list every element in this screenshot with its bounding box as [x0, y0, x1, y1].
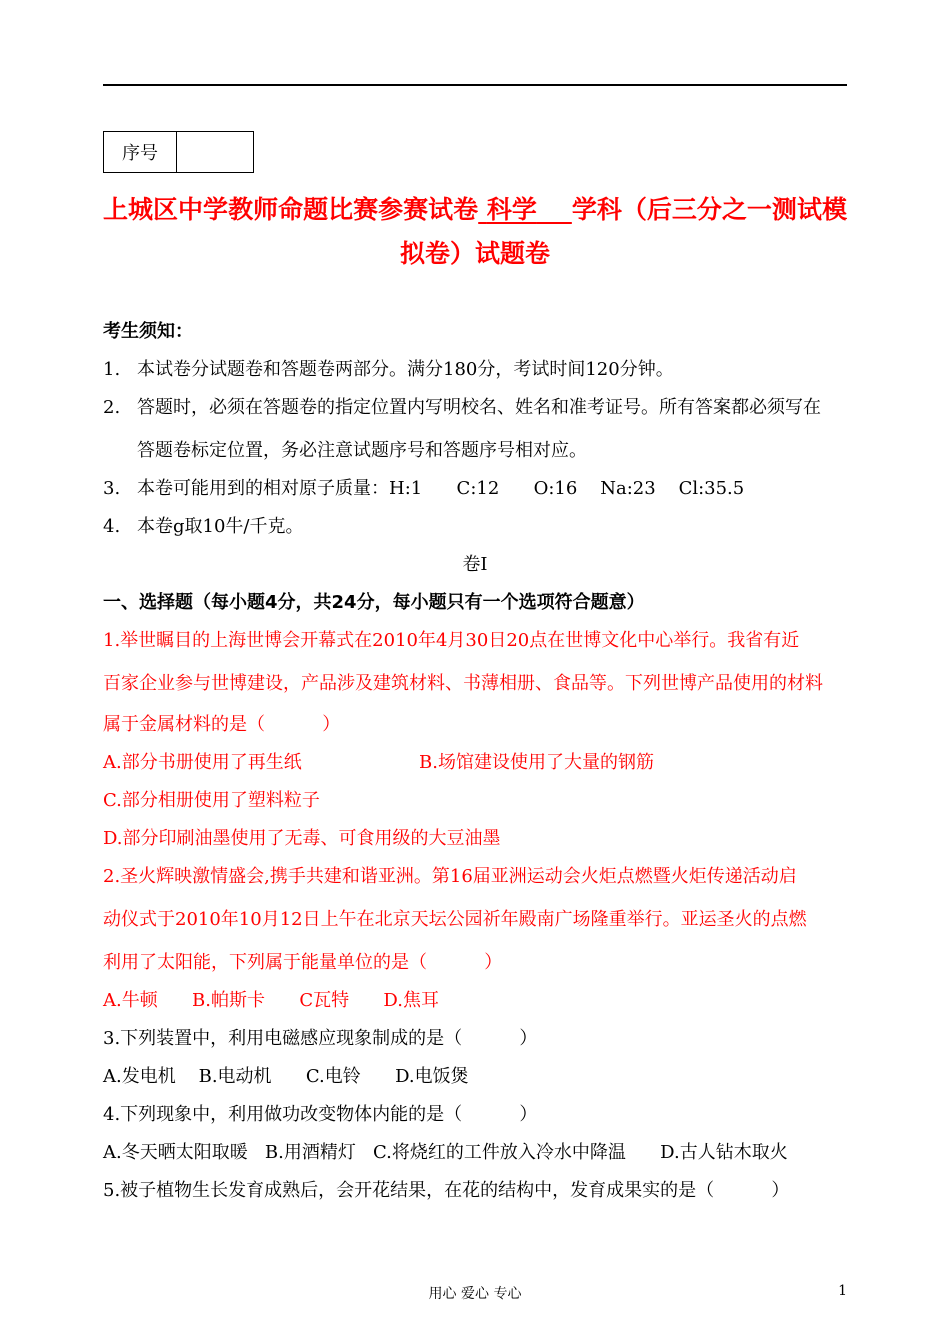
- q3-text: 3.下列装置中，利用电磁感应现象制成的是（ ）: [103, 1028, 538, 1049]
- notice-item-2-continued: 答题卷标定位置，务必注意试题序号和答题序号相对应。: [137, 440, 587, 461]
- q2-line-3: 利用了太阳能，下列属于能量单位的是（ ）: [103, 952, 503, 973]
- q1-options-ab: [103, 744, 847, 782]
- section-label: 卷Ⅰ: [462, 554, 488, 575]
- q2-line-1: 2.圣火辉映激情盛会,携手共建和谐亚洲。第16届亚洲运动会火炬点燃暨火炬传递活动启: [103, 866, 797, 887]
- q1-option-b[interactable]: B.场馆建设使用了大量的钢筋: [419, 752, 654, 773]
- serial-value-field[interactable]: [177, 132, 254, 173]
- q2-options[interactable]: A.牛顿 B.帕斯卡 C瓦特 D.焦耳: [103, 990, 439, 1011]
- title-part-2: 学科（后三分之一测试模拟卷）试题卷: [399, 195, 847, 268]
- notice-heading: 考生须知：: [103, 321, 193, 342]
- notice-item-2: 2. 答题时，必须在答题卷的指定位置内写明校名、姓名和准考证号。所有答案都必须写在: [103, 397, 821, 418]
- q3-options[interactable]: A.发电机 B.电动机 C.电铃 D.电饭煲: [103, 1066, 469, 1087]
- notice-item-3: 3. 本卷可能用到的相对原子质量：H:1 C:12 O:16 Na:23 Cl:35.5: [103, 478, 745, 499]
- q5-text: 5.被子植物生长发育成熟后，会开花结果，在花的结构中，发育成果实的是（ ）: [103, 1180, 790, 1201]
- footer-text: 用心 爱心 专心: [428, 1286, 522, 1302]
- part-heading: 一、选择题（每小题4分，共24分，每小题只有一个选项符合题意）: [103, 592, 645, 613]
- title-part-1: 上城区中学教师命题比赛参赛试卷: [103, 195, 479, 224]
- serial-number-table: [103, 131, 254, 173]
- q1-line-3: 属于金属材料的是（ ）: [103, 714, 341, 735]
- q1-option-c[interactable]: C.部分相册使用了塑料粒子: [103, 790, 320, 811]
- exam-title: [103, 188, 847, 276]
- q1-line-2: 百家企业参与世博建设，产品涉及建筑材料、书薄相册、食品等。下列世博产品使用的材料: [103, 673, 823, 694]
- q1-option-a[interactable]: A.部分书册使用了再生纸: [103, 752, 302, 773]
- serial-label: 序号: [104, 132, 177, 173]
- top-rule: [103, 84, 847, 86]
- q1-option-d[interactable]: D.部分印刷油墨使用了无毒、可食用级的大豆油墨: [103, 828, 501, 849]
- q4-text: 4.下列现象中，利用做功改变物体内能的是（ ）: [103, 1104, 538, 1125]
- notice-item-1: 1. 本试卷分试题卷和答题卷两部分。满分180分，考试时间120分钟。: [103, 359, 674, 380]
- title-subject: 科学: [486, 195, 537, 224]
- q1-line-1: 1.举世瞩目的上海世博会开幕式在2010年4月30日20点在世博文化中心举行。我省有近: [103, 630, 800, 651]
- q4-options[interactable]: A.冬天晒太阳取暖 B.用酒精灯 C.将烧红的工件放入冷水中降温 D.古人钻木取火: [103, 1142, 788, 1163]
- notice-item-4: 4. 本卷g取10牛/千克。: [103, 516, 304, 537]
- page-number: 1: [838, 1283, 847, 1299]
- q2-line-2: 动仪式于2010年10月12日上午在北京天坛公园祈年殿南广场隆重举行。亚运圣火的点燃: [103, 909, 807, 930]
